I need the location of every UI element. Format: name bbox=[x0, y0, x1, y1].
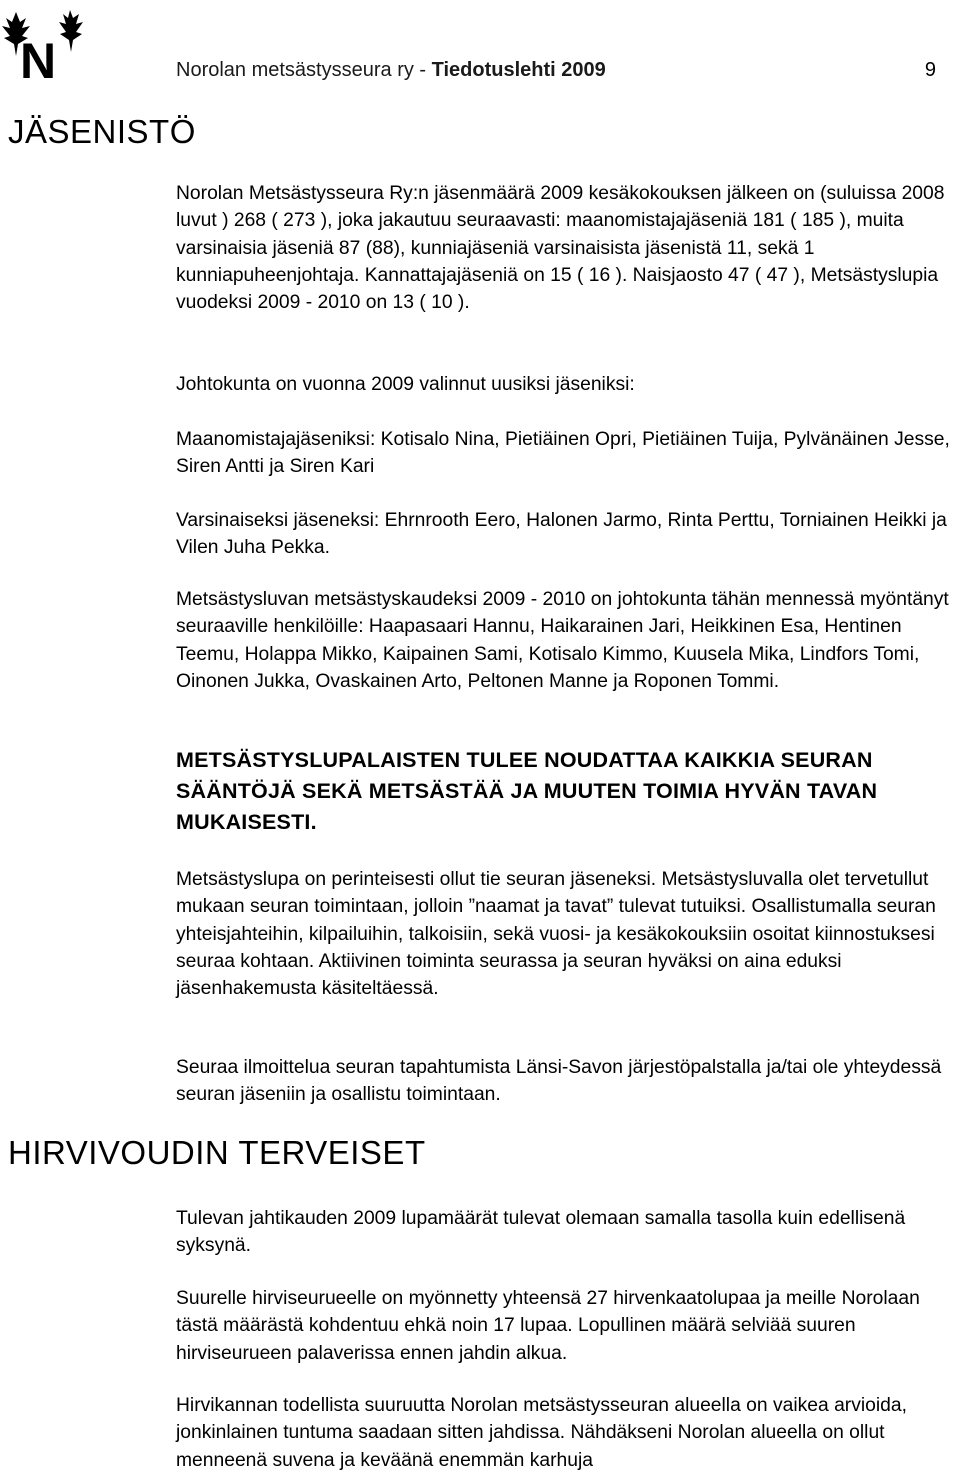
rules-notice: METSÄSTYSLUPALAISTEN TULEE NOUDATTAA KAIKKIA SEURAN SÄÄNTÖJÄ SEKÄ METSÄSTÄÄ JA MUUTEN TOIMIA HYVÄN TAVAN MUKAISESTI. bbox=[176, 748, 878, 834]
membership-count-paragraph: Norolan Metsästysseura Ry:n jäsenmäärä 2009 kesäkokouksen jälkeen on (suluissa 2008 luvut ) 268 ( 273 ), joka jakautuu seuraavasti: maanomistajajäseniä 181 ( 185 ), muita varsinaisia jäseniä 87 (88), kunniajäseniä varsinaisista jäsenistä 11, sekä 1 kunniapuheenjohtaja. Kannattajajäseniä on 15 ( 16 ). Naisjaosto 47 ( 47 ), Metsästyslupia vuodeksi 2009 - 2010 on 13 ( 10 ). bbox=[176, 183, 945, 314]
membership-section-title: JÄSENISTÖ bbox=[8, 113, 196, 150]
new-members-intro: Johtokunta on vuonna 2009 valinnut uusiksi jäseniksi: bbox=[176, 374, 635, 395]
regular-members-paragraph: Varsinaiseksi jäseneksi: Ehrnrooth Eero, Halonen Jarmo, Rinta Perttu, Torniainen Heikki ja Vilen Juha Pekka. bbox=[176, 510, 947, 559]
membership-path-paragraph: Metsästyslupa on perinteisesti ollut tie seuran jäseneksi. Metsästysluvalla olet tervetullut mukaan seuran toimintaan, jolloin ”naamat ja tavat” tulevat tutuiksi. Osallistumalla seuran yhteisjahteihin, kilpailuihin, talkoisiin, sekä vuosi- ja kesäkokouksiin osoitat kiinnostuksesi seuraa kohtaan. Aktiivinen toiminta seurassa ja seuran hyväksi on aina eduksi jäsenhakemusta käsiteltäessä. bbox=[176, 869, 936, 1000]
landowner-members-paragraph: Maanomistajajäseniksi: Kotisalo Nina, Pietiäinen Opri, Pietiäinen Tuija, Pylvänäinen Jesse, Siren Antti ja Siren Kari bbox=[176, 429, 950, 478]
page-header bbox=[176, 59, 936, 82]
license-amounts-paragraph: Tulevan jahtikauden 2009 lupamäärät tulevat olemaan samalla tasolla kuin edellisenä syksynä. bbox=[176, 1208, 906, 1257]
svg-text:N: N bbox=[20, 33, 57, 80]
organization-name: Norolan metsästysseura ry - bbox=[176, 59, 432, 81]
norola-logo-icon bbox=[2, 8, 84, 80]
follow-announcements-paragraph: Seuraa ilmoittelua seuran tapahtumista Länsi-Savon järjestöpalstalla ja/tai ole yhteydessä seuran jäseniin ja osallistu toimintaan. bbox=[176, 1057, 942, 1106]
moose-population-paragraph: Hirvikannan todellista suuruutta Norolan metsästysseuran alueella on vaikea arvioida, jonkinlainen tuntuma saadaan sitten jahdissa. Nähdäkseni Norolan alueella on ollut menneenä suvena ja keväänä enemmän karhuja bbox=[176, 1395, 907, 1471]
hunting-permits-paragraph: Metsästysluvan metsästyskaudeksi 2009 - 2010 on johtokunta tähän mennessä myöntänyt seuraaville henkilöille: Haapasaari Hannu, Haikarainen Jari, Heikkinen Esa, Hentinen Teemu, Holappa Mikko, Kaipainen Sami, Kotisalo Kimmo, Kuusela Mika, Lindfors Tomi, Oinonen Jukka, Ovaskainen Arto, Peltonen Manne ja Roponen Tommi. bbox=[176, 589, 949, 692]
page-number: 9 bbox=[924, 59, 936, 81]
moose-section-title: HIRVIVOUDIN TERVEISET bbox=[8, 1134, 426, 1171]
moose-permits-paragraph: Suurelle hirviseurueelle on myönnetty yhteensä 27 hirvenkaatolupaa ja meille Norolaan tästä määrästä kohdentuu ehkä noin 17 lupaa. Lopullinen määrä selviää suuren hirviseurueen palaverissa ennen jahdin alkua. bbox=[176, 1288, 920, 1364]
publication-title: Tiedotuslehti 2009 bbox=[431, 59, 606, 81]
